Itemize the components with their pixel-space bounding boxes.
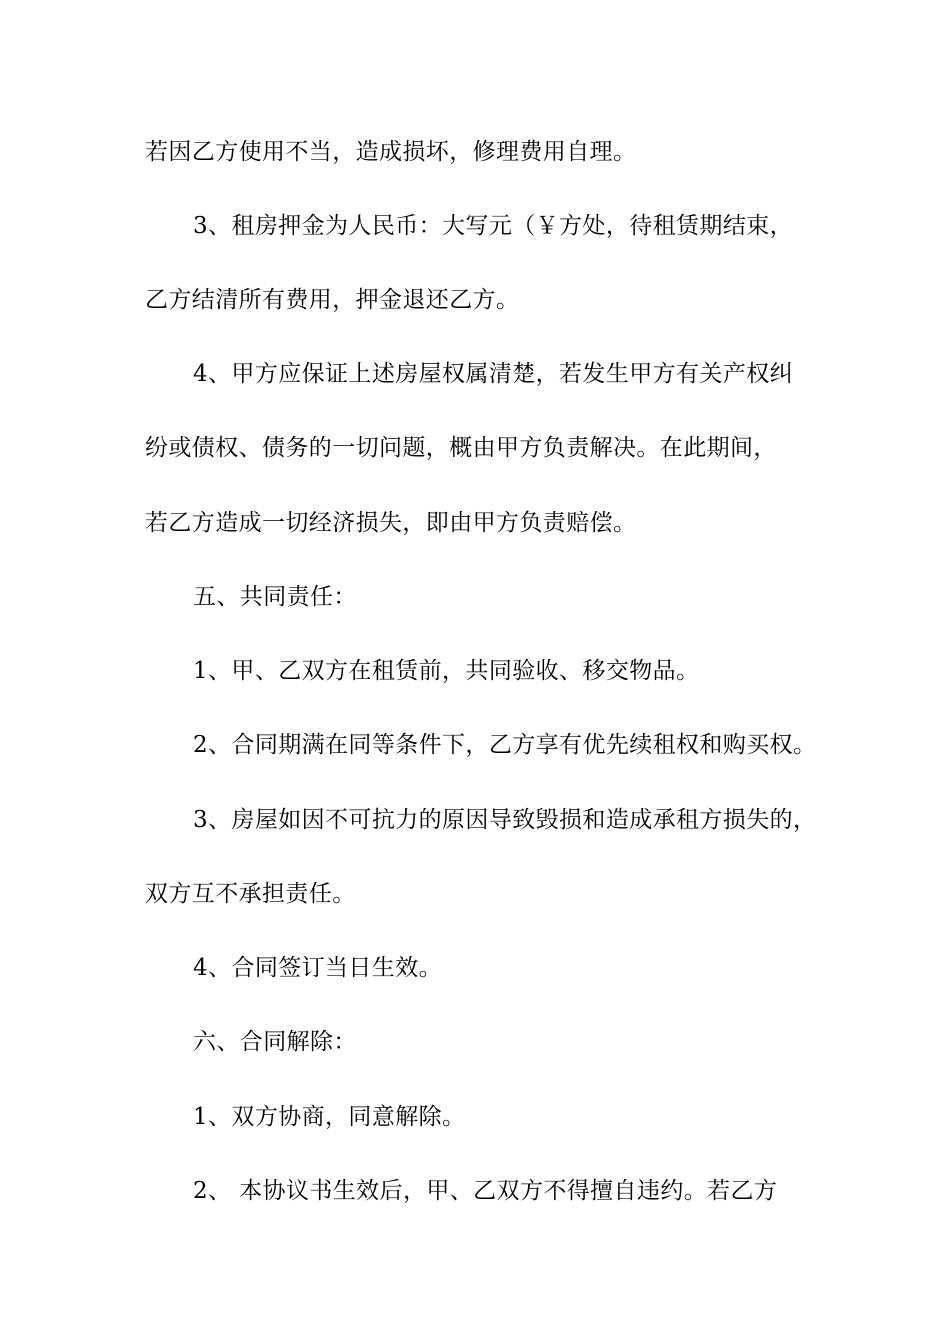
text-line: 4、甲方应保证上述房屋权属清楚，若发生甲方有关产权纠 bbox=[193, 361, 794, 387]
text-line: 3、房屋如因不可抗力的原因导致毁损和造成承租方损失的， bbox=[193, 807, 817, 833]
text-line: 2、合同期满在同等条件下，乙方享有优先续租权和购买权。 bbox=[193, 732, 817, 758]
text-line: 若乙方造成一切经济损失，即由甲方负责赔偿。 bbox=[145, 510, 637, 536]
text-line: 2、 本协议书生效后，甲、乙双方不得擅自违约。若乙方 bbox=[193, 1178, 778, 1204]
text-line: 1、双方协商，同意解除。 bbox=[193, 1104, 466, 1130]
text-line: 4、合同签订当日生效。 bbox=[193, 955, 443, 981]
text-line: 双方互不承担责任。 bbox=[145, 881, 356, 907]
text-line: 3、租房押金为人民币：大写元（￥方处，待租赁期结束， bbox=[193, 213, 794, 239]
section-heading: 五、共同责任： bbox=[193, 584, 357, 610]
text-line: 1、甲、乙双方在租赁前，共同验收、移交物品。 bbox=[193, 658, 700, 684]
text-line: 纷或债权、债务的一切问题，概由甲方负责解决。在此期间， bbox=[145, 435, 777, 461]
text-line: 乙方结清所有费用，押金退还乙方。 bbox=[145, 287, 520, 313]
section-heading: 六、合同解除： bbox=[193, 1029, 357, 1055]
text-line: 若因乙方使用不当，造成损坏，修理费用自理。 bbox=[145, 139, 637, 165]
